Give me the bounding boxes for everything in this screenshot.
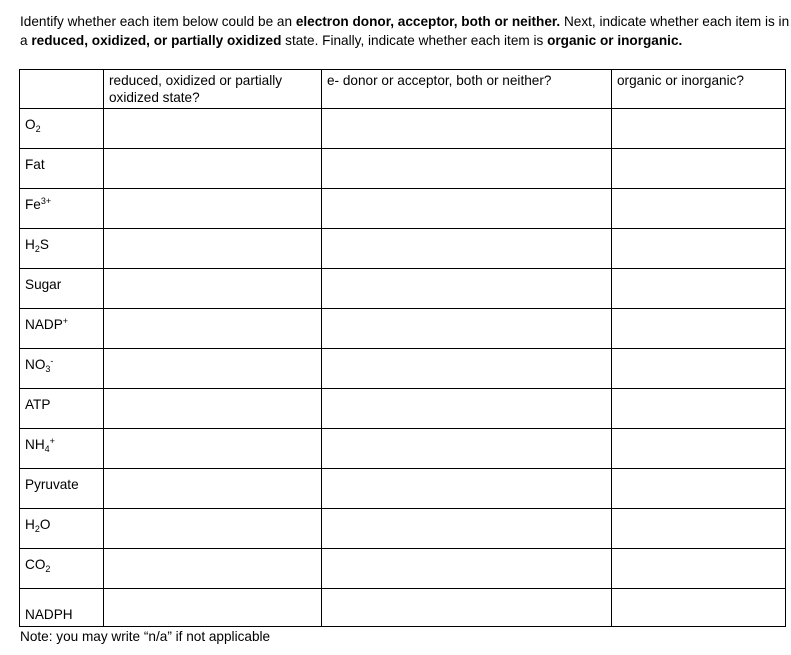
table-row xyxy=(20,189,786,229)
worksheet-table xyxy=(19,69,786,627)
state-answer-cell[interactable] xyxy=(104,349,322,389)
item-cell xyxy=(20,229,104,269)
item-cell xyxy=(20,309,104,349)
state-answer-cell[interactable] xyxy=(104,469,322,509)
state-answer-cell[interactable] xyxy=(104,509,322,549)
state-answer-cell[interactable] xyxy=(104,589,322,627)
item-label: Sugar xyxy=(25,277,62,292)
item-cell xyxy=(20,269,104,309)
donor-acceptor-answer-cell[interactable] xyxy=(322,549,612,589)
item-label: $NH_4^+$ xyxy=(25,436,55,454)
donor-acceptor-answer-cell[interactable] xyxy=(322,469,612,509)
organic-answer-cell[interactable] xyxy=(612,469,786,509)
table-row xyxy=(20,109,786,149)
header-row xyxy=(20,70,786,109)
state-answer-cell[interactable] xyxy=(104,429,322,469)
organic-answer-cell[interactable] xyxy=(612,389,786,429)
state-answer-cell[interactable] xyxy=(104,269,322,309)
header-state: reduced, oxidized or partially oxidized state? xyxy=(104,70,322,109)
instructions-text-1: Identify whether each item below could be an xyxy=(20,14,296,29)
state-answer-cell[interactable] xyxy=(104,549,322,589)
note-text: Note: you may write “n/a” if not applicable xyxy=(20,629,271,644)
item-cell xyxy=(20,109,104,149)
table-row xyxy=(20,389,786,429)
table-row xyxy=(20,469,786,509)
table-row xyxy=(20,149,786,189)
instructions-paragraph xyxy=(20,12,790,50)
organic-answer-cell[interactable] xyxy=(612,509,786,549)
item-cell xyxy=(20,509,104,549)
item-label: $O_2$ xyxy=(25,117,41,134)
organic-answer-cell[interactable] xyxy=(612,269,786,309)
item-cell xyxy=(20,549,104,589)
organic-answer-cell[interactable] xyxy=(612,109,786,149)
item-cell xyxy=(20,589,104,627)
item-label: $Fe^{3+}$ xyxy=(25,196,52,212)
state-answer-cell[interactable] xyxy=(104,309,322,349)
header-donor-acceptor: e- donor or acceptor, both or neither? xyxy=(322,70,612,109)
donor-acceptor-answer-cell[interactable] xyxy=(322,589,612,627)
instructions-text-2: Next, indicate whether each item is in a xyxy=(20,14,790,48)
state-answer-cell[interactable] xyxy=(104,229,322,269)
item-label: $CO_2$ xyxy=(25,557,51,574)
item-cell xyxy=(20,149,104,189)
item-cell xyxy=(20,429,104,469)
item-label: Fat xyxy=(25,157,45,172)
donor-acceptor-answer-cell[interactable] xyxy=(322,269,612,309)
table-row xyxy=(20,229,786,269)
item-label: NADPH xyxy=(25,607,73,622)
item-label: $H_2O$ xyxy=(25,517,51,534)
instructions-bold-2: reduced, oxidized, or partially oxidized xyxy=(31,33,282,48)
state-answer-cell[interactable] xyxy=(104,109,322,149)
header-item xyxy=(20,70,104,109)
item-label: NADP+ xyxy=(25,316,69,332)
table-row xyxy=(20,349,786,389)
item-label: ATP xyxy=(25,397,51,412)
organic-answer-cell[interactable] xyxy=(612,589,786,627)
organic-answer-cell[interactable] xyxy=(612,149,786,189)
organic-answer-cell[interactable] xyxy=(612,309,786,349)
item-label: Pyruvate xyxy=(25,477,79,492)
state-answer-cell[interactable] xyxy=(104,149,322,189)
item-cell xyxy=(20,389,104,429)
donor-acceptor-answer-cell[interactable] xyxy=(322,109,612,149)
state-answer-cell[interactable] xyxy=(104,189,322,229)
state-answer-cell[interactable] xyxy=(104,389,322,429)
organic-answer-cell[interactable] xyxy=(612,429,786,469)
item-label: $NO_3^-$ xyxy=(25,356,54,374)
item-cell xyxy=(20,189,104,229)
donor-acceptor-answer-cell[interactable] xyxy=(322,429,612,469)
table-row xyxy=(20,509,786,549)
table-row xyxy=(20,269,786,309)
donor-acceptor-answer-cell[interactable] xyxy=(322,389,612,429)
item-cell xyxy=(20,349,104,389)
donor-acceptor-answer-cell[interactable] xyxy=(322,309,612,349)
table-row xyxy=(20,589,786,627)
donor-acceptor-answer-cell[interactable] xyxy=(322,349,612,389)
donor-acceptor-answer-cell[interactable] xyxy=(322,189,612,229)
instructions-text-3: state. Finally, indicate whether each item is xyxy=(281,33,548,48)
table-row xyxy=(20,429,786,469)
donor-acceptor-answer-cell[interactable] xyxy=(322,229,612,269)
item-cell xyxy=(20,469,104,509)
instructions-bold-1: electron donor, acceptor, both or neither. xyxy=(295,14,561,29)
table-row xyxy=(20,309,786,349)
header-organic: organic or inorganic? xyxy=(612,70,786,109)
organic-answer-cell[interactable] xyxy=(612,189,786,229)
instructions-bold-3: organic or inorganic. xyxy=(547,33,683,48)
table-row xyxy=(20,549,786,589)
organic-answer-cell[interactable] xyxy=(612,229,786,269)
item-label: $H_2S$ xyxy=(25,237,49,254)
organic-answer-cell[interactable] xyxy=(612,349,786,389)
donor-acceptor-answer-cell[interactable] xyxy=(322,509,612,549)
organic-answer-cell[interactable] xyxy=(612,549,786,589)
donor-acceptor-answer-cell[interactable] xyxy=(322,149,612,189)
